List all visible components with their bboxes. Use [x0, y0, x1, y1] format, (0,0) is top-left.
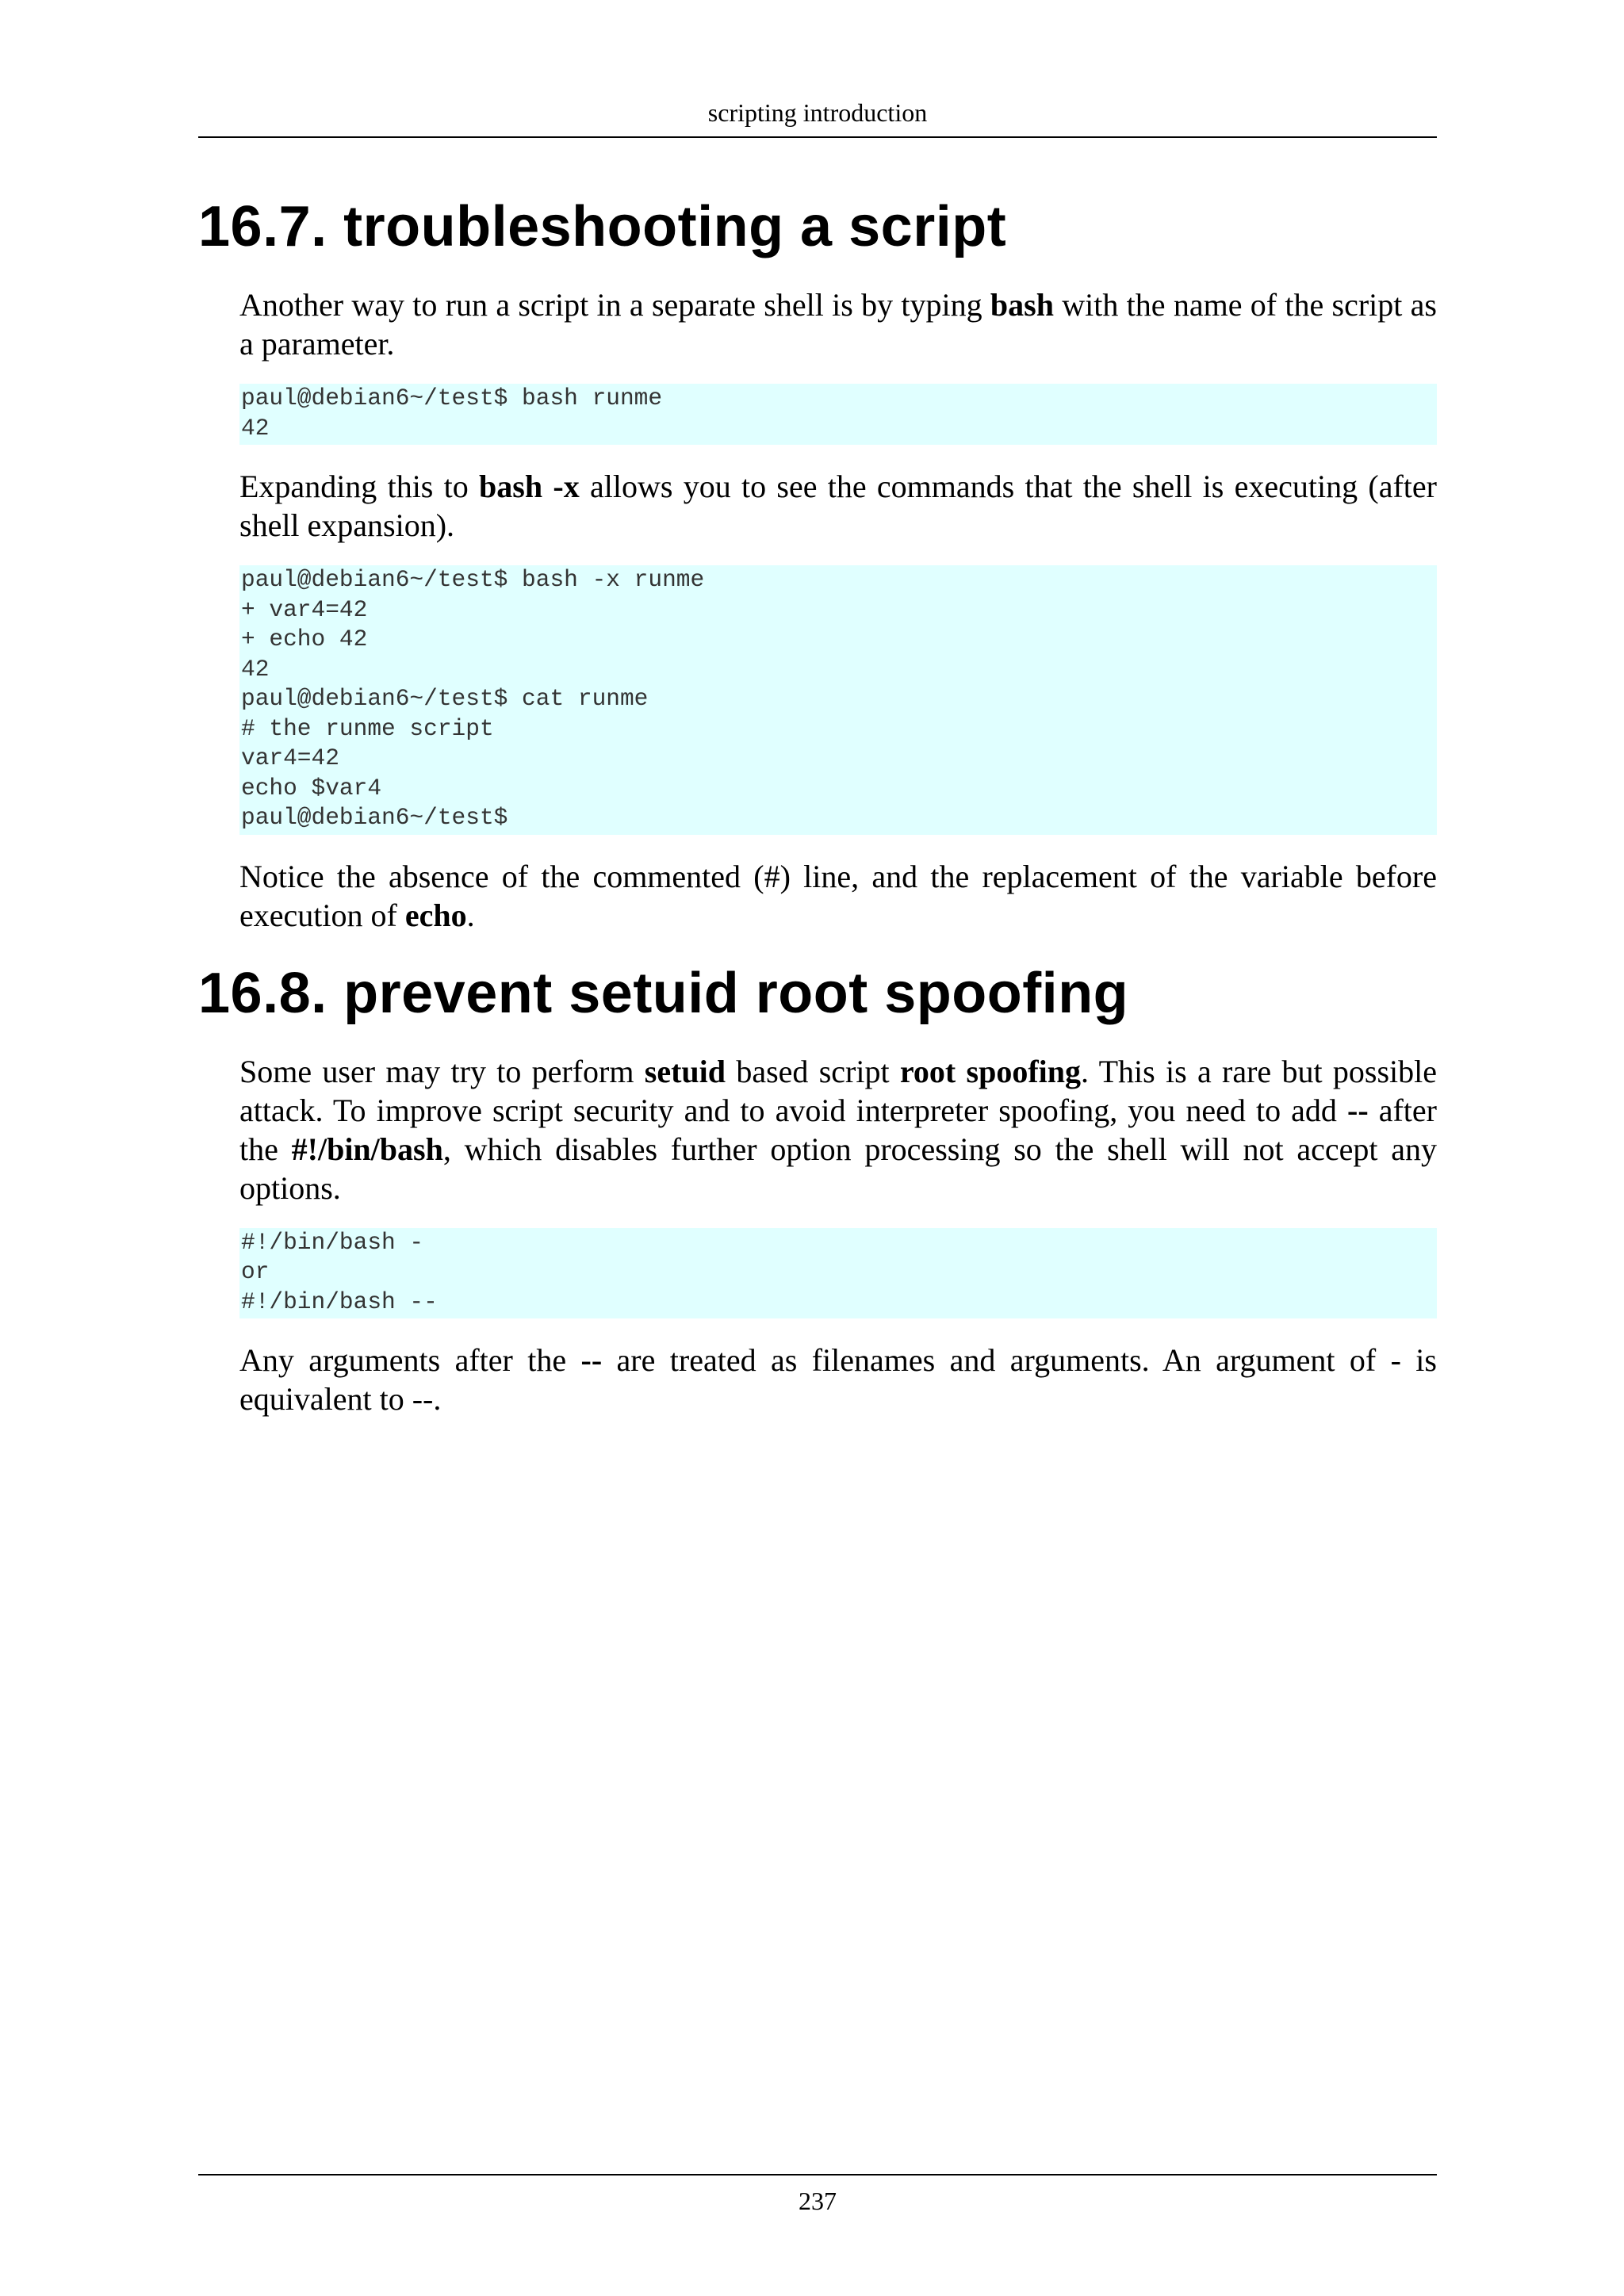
- page-header: scripting introduction: [198, 94, 1437, 138]
- code-line: #!/bin/bash -: [241, 1228, 424, 1256]
- section-heading-troubleshooting: 16.7. troubleshooting a script: [198, 195, 1007, 258]
- paragraph-arguments: Any arguments after the -- are treated as filenames and arguments. An argument of - is equivalent to --.: [239, 1342, 1437, 1417]
- code-block-bash-runme: [239, 384, 1437, 445]
- paragraph-setuid-spoofing: Some user may try to perform setuid based script root spoofing. This is a rare but possible attack. To improve script security and to avoid interpreter spoofing, you need to add -- after the #!/bin/bash, which disables further option processing so the shell will not accept any options.: [239, 1053, 1437, 1206]
- code-line: paul@debian6~/test$ cat runme: [241, 685, 649, 712]
- code-line: # the runme script: [241, 714, 494, 742]
- code-line: #!/bin/bash --: [241, 1288, 438, 1315]
- code-line: paul@debian6~/test$ bash -x runme: [241, 566, 705, 593]
- code-line: + var4=42: [241, 595, 368, 623]
- page-content: [198, 189, 1437, 1439]
- paragraph-bash-x: Expanding this to bash -x allows you to see the commands that the shell is executing (after shell expansion).: [239, 469, 1437, 543]
- paragraph-commented-line-notice: Notice the absence of the commented (#) line, and the replacement of the variable before execution of echo.: [239, 858, 1437, 933]
- page-number: 237: [198, 2174, 1437, 2217]
- code-line: 42: [241, 655, 270, 683]
- code-line: echo $var4: [241, 774, 382, 802]
- code-line: paul@debian6~/test$ bash runme: [241, 385, 663, 411]
- code-block-bash-x-runme: [239, 565, 1437, 835]
- section-heading-setuid: 16.8. prevent setuid root spoofing: [198, 961, 1129, 1025]
- paragraph-bash-parameter: Another way to run a script in a separate shell is by typing bash with the name of the script as a parameter.: [239, 287, 1437, 362]
- code-block-shebang: [239, 1228, 1437, 1319]
- code-line: + echo 42: [241, 626, 368, 652]
- code-line: var4=42: [241, 744, 339, 771]
- code-line: or: [241, 1258, 270, 1285]
- code-line: paul@debian6~/test$: [241, 804, 508, 831]
- code-line: 42: [241, 414, 270, 442]
